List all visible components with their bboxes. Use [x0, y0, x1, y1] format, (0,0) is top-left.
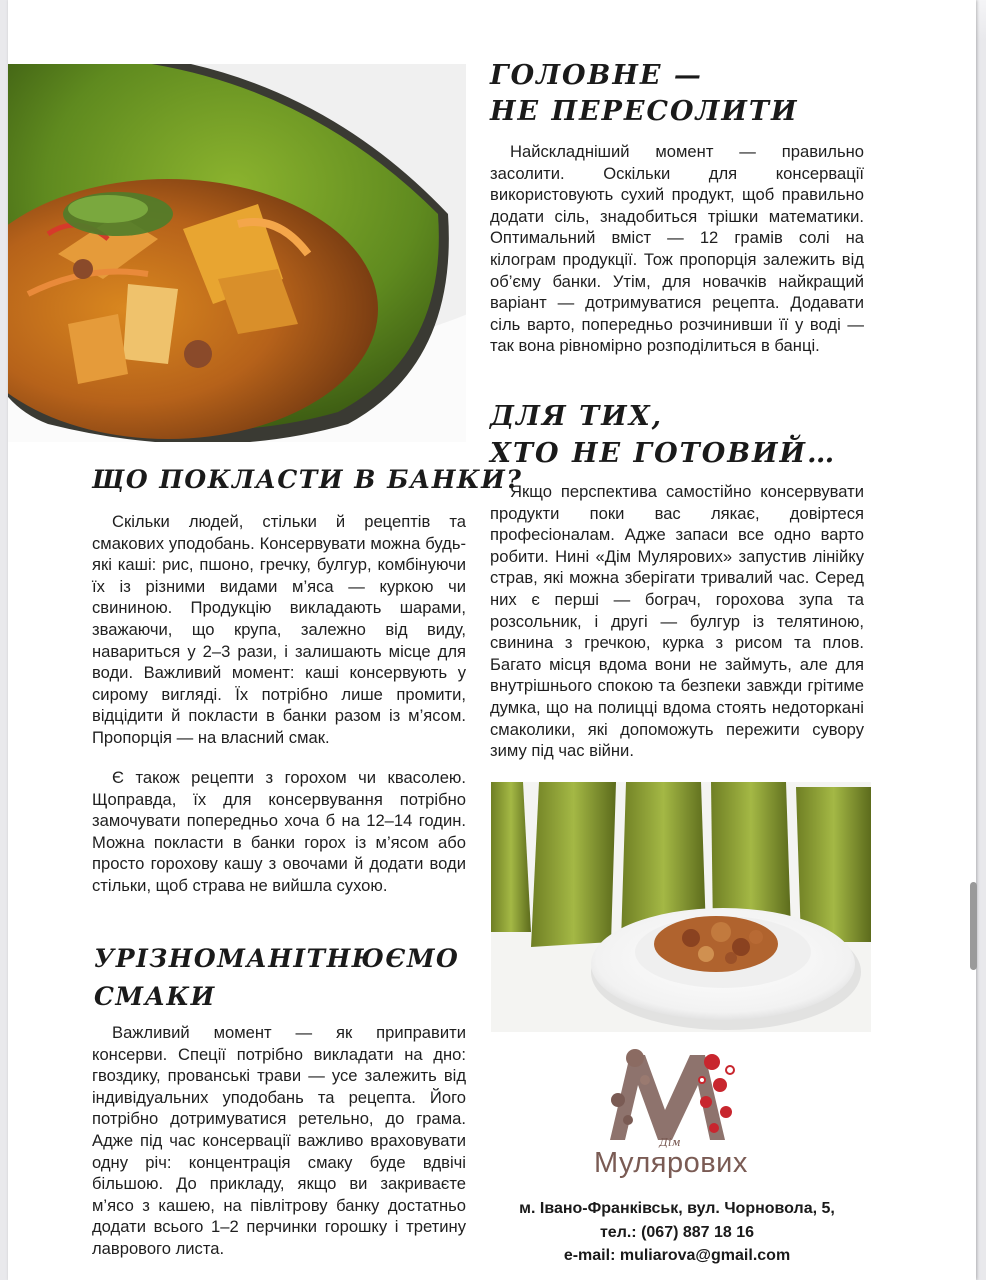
product-pouches-photo — [491, 782, 871, 1032]
heading-diverse — [94, 940, 459, 1016]
heading-main — [490, 58, 798, 130]
heading-not-ready — [490, 398, 836, 472]
heading-jars: ЩО ПОКЛАСТИ В БАНКИ? — [92, 465, 523, 494]
brand-name: Мулярових — [594, 1147, 748, 1179]
contact-address: м. Івано-Франківськ, вул. Чорновола, 5, — [519, 1200, 835, 1217]
not-ready-paragraph: Якщо перспектива самостійно консервувати продукти поки вас лякає, довіртеся професіоналам. Адже запаси все одно варто робити. Нині «Дім Мулярових» запустив лінійку страв, які можна зберігати тривалий час. Серед них є перші — бограч, горохова зупа та розсольник, і другі — булгур із телятиною, свинина з гречкою, курка з рисом та плов. Багато місця вдома вони не займуть, але для внутрішнього спокою та безпеки завжди грітиме думка, що на полицці вдома стоять недоторкані смаколики, які допоможуть пережити сувору зиму під час війни. — [490, 482, 864, 761]
heading-main-line1: ГОЛОВНЕ — — [490, 60, 703, 91]
soup-bowl-photo — [8, 64, 466, 442]
heading-main-line2: НЕ ПЕРЕСОЛИТИ — [490, 96, 799, 127]
diverse-paragraph: Важливий момент — як приправити консерви. Спеції потрібно викладати на дно: гвоздику, прованські трави — усе залежить від індивідуальних уподобань та рецепта. Його потрібно дотримуватися ретельно, до грама. Адже під час консервації важливо враховувати одну річ: концентрація смаку буде вдвічі більшою. До прикладу, якщо ви закриваєте м’ясо з кашею, на півлітрову банку достатньо додати всього 1–2 перчинки горошку і третину лаврового листа. — [92, 1023, 466, 1258]
jars-paragraph-2: Є також рецепти з горохом чи квасолею. Щоправда, їх для консервування потрібно замочувати попередньо хоча б на 12–14 годин. Можна покласти в банки горох із м’ясом або просто горохову кашу з овочами й додати води стільки, щоб страва не вийшла сухою. — [92, 768, 466, 895]
contact-phone: тел.: (067) 887 18 16 — [599, 1224, 755, 1241]
heading-not-ready-line1: ДЛЯ ТИХ, — [490, 401, 664, 432]
heading-not-ready-line2: ХТО НЕ ГОТОВИЙ… — [490, 438, 837, 469]
jars-paragraph-1: Скільки людей, стільки й рецептів та смакових уподобань. Консервувати можна будь-які каші: рис, пшоно, гречку, булгур, комбінуючи їх із різними видами м’яса — куркою чи свининою. Продукцію викладають шарами, зважаючи, що крупа, залежно від виду, навариться у 2–3 рази, і залишають місце для води. Важливий момент: каші консервують у сирому вигляді. Їх потрібно лише промити, відцідити й покласти в банки разом із м’ясом. Пропорція — на власний смак. — [92, 512, 466, 747]
heading-diverse-line2: СМАКИ — [94, 982, 216, 1011]
scrollbar-thumb[interactable] — [970, 882, 977, 970]
brand-dim-word: Дім — [659, 1136, 681, 1149]
main-paragraph: Найскладніший момент — правильно засолити. Оскільки для консервації використовують сухий продукт, щоб правильно додати сіль, знадобиться трішки математики. Оптимальний вміст — 12 грамів солі на кілограм продукції. Тож пропорція залежить від об’єму банки. Утім, для новачків найкращий варіант — дотримуватися рецепта. Додавати сіль варто, попередньо розчинивши її у воді — так вона рівномірно розподілиться в банці. — [490, 142, 864, 356]
heading-diverse-line1: УРІЗНОМАНІТНЮЄМО — [94, 944, 460, 973]
contact-email[interactable]: e-mail: muliarova@gmail.com — [563, 1247, 791, 1264]
